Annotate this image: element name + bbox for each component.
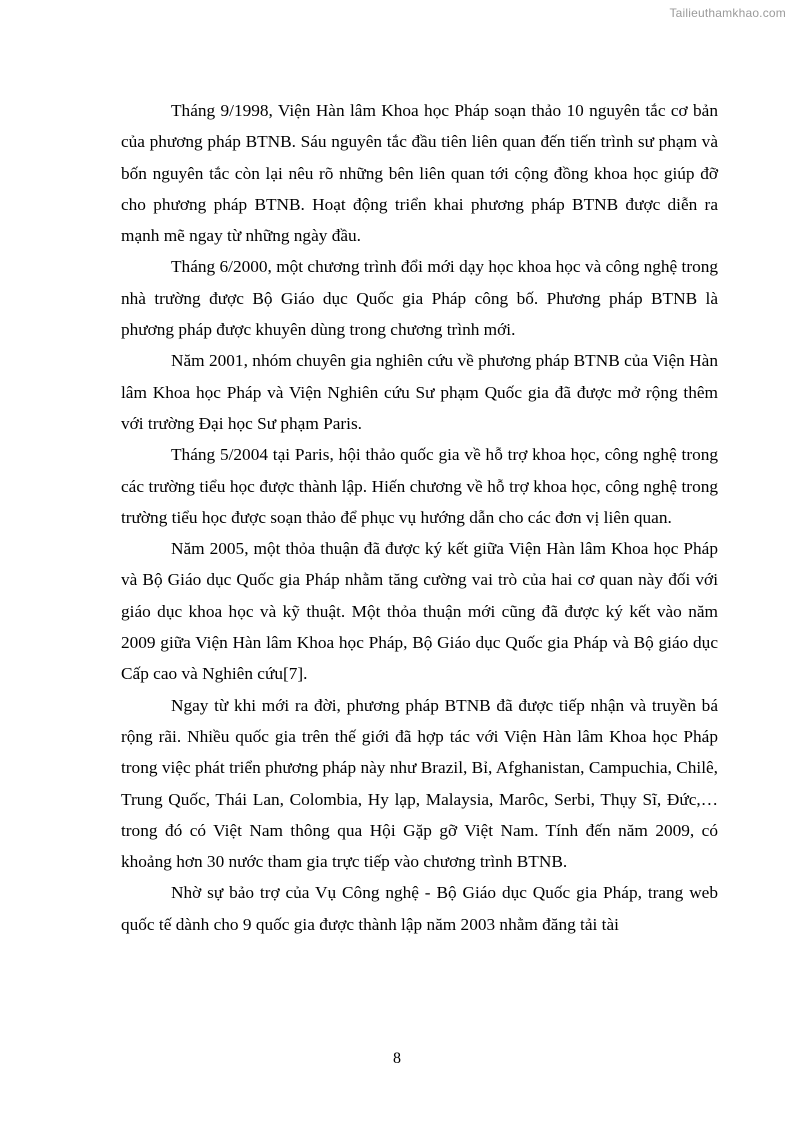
- page-number: 8: [393, 1050, 401, 1067]
- paragraph-2: Tháng 6/2000, một chương trình đổi mới dạy học khoa học và công nghệ trong nhà trường được Bộ Giáo dục Quốc gia Pháp công bố. Phương pháp BTNB là phương pháp được khuyên dùng trong chương trình mới.: [121, 257, 718, 340]
- paragraph-6: Ngay từ khi mới ra đời, phương pháp BTNB đã được tiếp nhận và truyền bá rộng rãi. Nhiều quốc gia trên thế giới đã hợp tác với Viện Hàn lâm Khoa học Pháp trong việc phát triển phương pháp này như Brazil, Bỉ, Afghanistan, Campuchia, Chilê, Trung Quốc, Thái Lan, Colombia, Hy lạp, Malaysia, Marôc, Serbi, Thụy Sĩ, Đức,…trong đó có Việt Nam thông qua Hội Gặp gỡ Việt Nam. Tính đến năm 2009, có khoảng hơn 30 nước tham gia trực tiếp vào chương trình BTNB.: [121, 695, 718, 872]
- paragraph-3: Năm 2001, nhóm chuyên gia nghiên cứu về phương pháp BTNB của Viện Hàn lâm Khoa học Pháp và Viện Nghiên cứu Sư phạm Quốc gia đã được mở rộng thêm với trường Đại học Sư phạm Paris.: [121, 351, 718, 433]
- paragraph-4: Tháng 5/2004 tại Paris, hội thảo quốc gia về hỗ trợ khoa học, công nghệ trong các trường tiểu học được thành lập. Hiến chương về hỗ trợ khoa học, công nghệ trong trường tiểu học được soạn thảo để phục vụ hướng dẫn cho các đơn vị liên quan.: [121, 445, 718, 527]
- paragraph-1: Tháng 9/1998, Viện Hàn lâm Khoa học Pháp soạn thảo 10 nguyên tắc cơ bản của phương pháp BTNB. Sáu nguyên tắc đầu tiên liên quan đến tiến trình sư phạm và bốn nguyên tắc còn lại nêu rõ những bên liên quan tới cộng đồng khoa học giúp đỡ cho phương pháp BTNB. Hoạt động triển khai phương pháp BTNB được diễn ra mạnh mẽ ngay từ những ngày đầu.: [121, 101, 718, 246]
- document-body: [121, 95, 718, 940]
- paragraph-7: Nhờ sự bảo trợ của Vụ Công nghệ - Bộ Giáo dục Quốc gia Pháp, trang web quốc tế dành cho 9 quốc gia được thành lập năm 2003 nhằm đăng tải tài: [121, 883, 718, 934]
- watermark-text: Tailieuthamkhao.com: [669, 6, 786, 20]
- paragraph-5: Năm 2005, một thỏa thuận đã được ký kết giữa Viện Hàn lâm Khoa học Pháp và Bộ Giáo dục Quốc gia Pháp nhằm tăng cường vai trò của hai cơ quan này đối với giáo dục khoa học và kỹ thuật. Một thỏa thuận mới cũng đã được ký kết vào năm 2009 giữa Viện Hàn lâm Khoa học Pháp, Bộ Giáo dục Quốc gia Pháp và Bộ giáo dục Cấp cao và Nghiên cứu[7].: [121, 539, 718, 684]
